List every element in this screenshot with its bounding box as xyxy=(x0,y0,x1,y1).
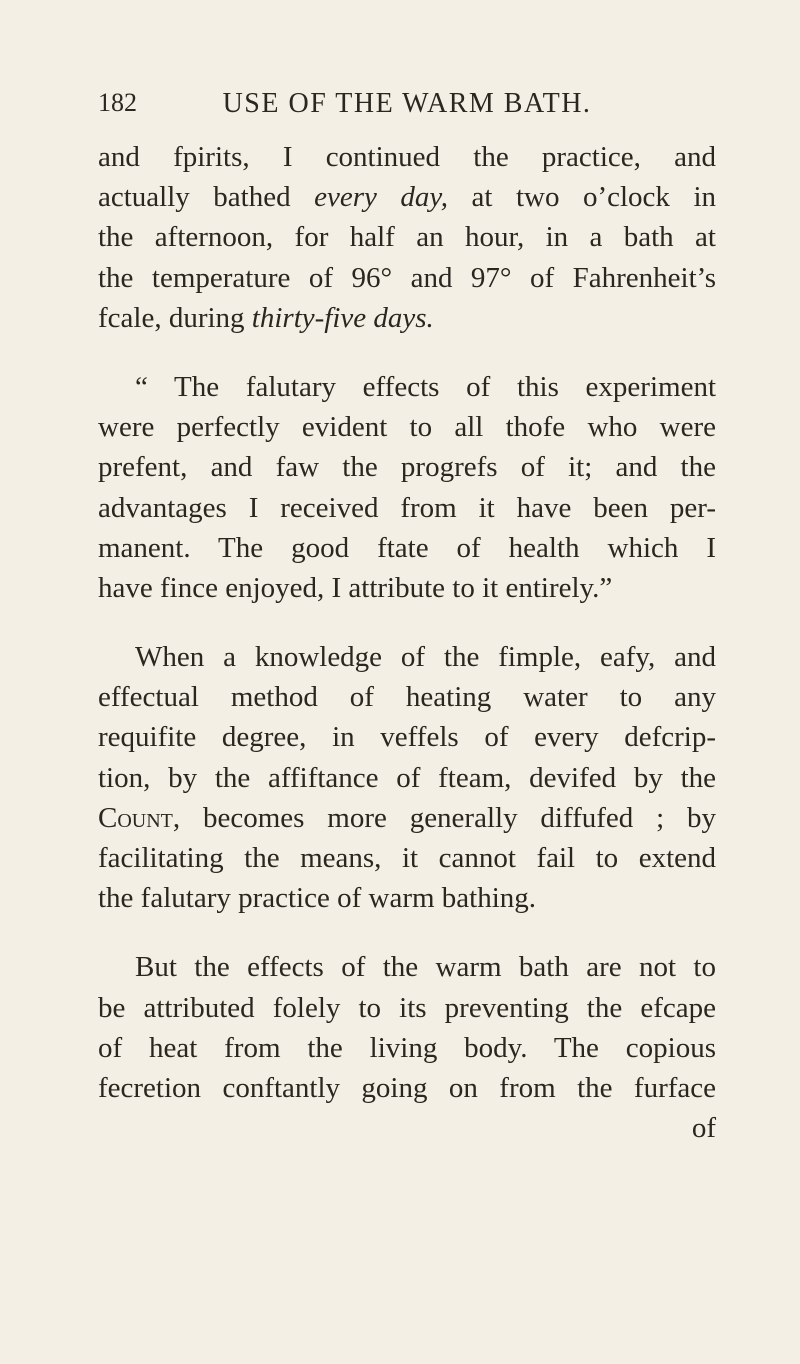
paragraph-4 xyxy=(98,947,716,1108)
text-line: requifite degree, in veffels of every defcrip- xyxy=(98,721,716,754)
text-line: have fince enjoyed, I attribute to it entirely.” xyxy=(98,571,613,604)
text-run: at two o’clock in xyxy=(471,181,717,214)
text-line: the temperature of 96° and 97° of Fahrenheit’s xyxy=(98,261,716,294)
body-text xyxy=(98,137,716,1148)
text-line: facilitating the means, it cannot fail to extend xyxy=(98,842,716,874)
catchword: of xyxy=(691,1112,716,1145)
text-line: manent. The good ftate of health which I xyxy=(98,531,716,564)
text-line: the afternoon, for half an hour, in a bath at xyxy=(98,221,716,254)
text-line: and fpirits, I continued the practice, and xyxy=(98,141,716,173)
paragraph-2 xyxy=(98,367,716,608)
running-head xyxy=(98,88,716,128)
text-line: effectual method of heating water to any xyxy=(98,681,716,714)
text-line: the falutary practice of warm bathing. xyxy=(98,882,537,915)
text-line: “ The falutary effects of this experiment xyxy=(135,370,716,403)
text-line: prefent, and faw the progrefs of it; and the xyxy=(98,451,716,484)
page-number: 182 xyxy=(98,88,137,117)
text-line: were perfectly evident to all thofe who were xyxy=(98,411,716,444)
text-line xyxy=(98,798,716,838)
running-title: USE OF THE WARM BATH. xyxy=(222,88,592,119)
italic-text: thirty-five days. xyxy=(251,301,434,334)
text-line: But the effects of the warm bath are not to xyxy=(135,951,716,984)
italic-text: every day, xyxy=(314,181,448,214)
paragraph-gap xyxy=(98,608,716,637)
paragraph-gap xyxy=(98,338,716,367)
text-line xyxy=(98,177,716,217)
text-line: advantages I received from it have been per- xyxy=(98,491,716,524)
text-run: becomes more generally diffufed ; by xyxy=(202,801,717,834)
text-line: When a knowledge of the fimple, eafy, and xyxy=(135,641,716,674)
small-caps-text: Count, xyxy=(98,801,181,834)
text-line: fecretion conftantly going on from the furface xyxy=(98,1071,716,1104)
text-run: fcale, during xyxy=(98,301,245,334)
paragraph-3 xyxy=(98,637,716,918)
paragraph-1 xyxy=(98,137,716,338)
text-line xyxy=(98,298,716,338)
text-line: of heat from the living body. The copious xyxy=(98,1031,716,1064)
text-line: tion, by the affiftance of fteam, devifed by the xyxy=(98,761,716,794)
paragraph-gap xyxy=(98,918,716,947)
text-run: actually bathed xyxy=(98,181,291,214)
text-line: be attributed folely to its preventing the efcape xyxy=(98,991,716,1024)
